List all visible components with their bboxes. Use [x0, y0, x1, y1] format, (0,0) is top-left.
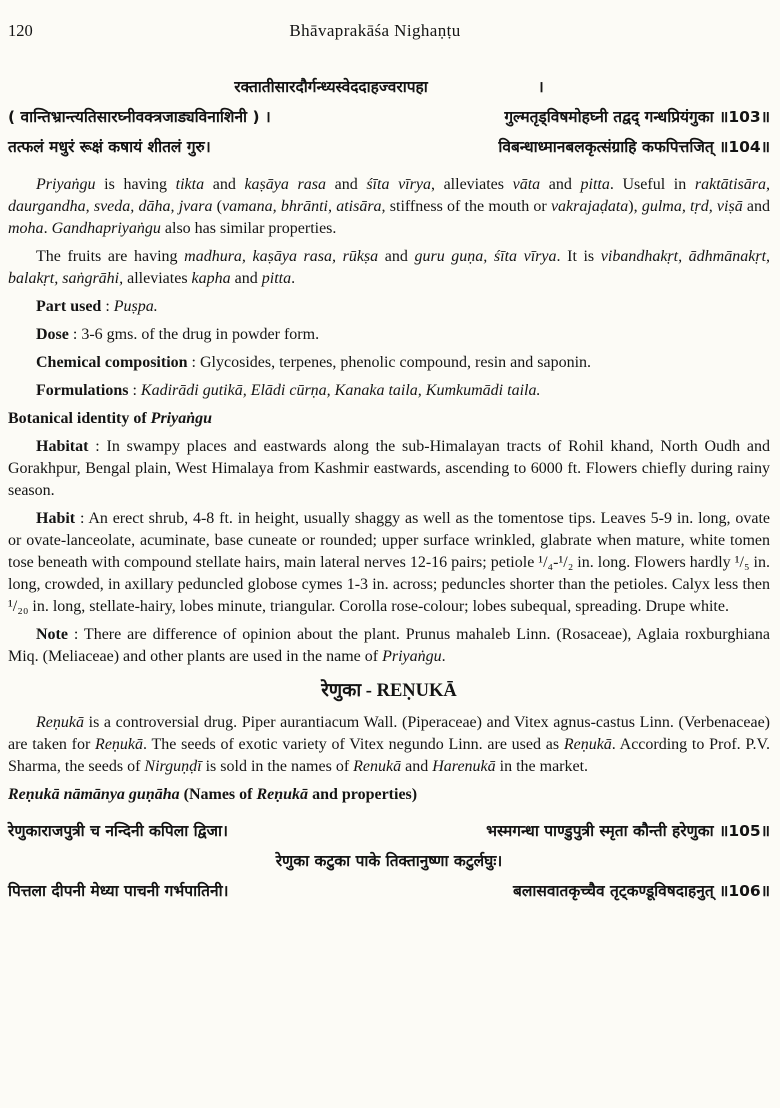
text-segment: : Glycosides, terpenes, phenolic compound, resin and saponin.	[187, 354, 592, 371]
text-segment: . The seeds of exotic variety of Vitex negundo Linn. are used as	[143, 736, 564, 753]
verse-text: बलासवातकृच्चैव तृट्कण्डूविषदाहनुत् ॥106॥	[513, 882, 770, 900]
text-segment: Renukā	[353, 758, 402, 775]
text-segment: Priyaṅgu	[382, 648, 442, 665]
paragraph-fruits	[8, 246, 770, 290]
text-segment: and	[230, 270, 262, 287]
text-segment: : In swampy places and eastwards along the sub-Himalayan tracts of Rohil khand, North Oudh and Gorakhpur, Bengal plain, West Himalaya from Kashmir eastwards, ascending to 6000 ft. Flowers chiefly during rainy season.	[8, 438, 770, 499]
verse-line-1	[8, 72, 770, 102]
text-segment: Reṇukā	[36, 714, 84, 731]
paragraph-habit	[8, 508, 770, 618]
line-dose	[8, 324, 770, 346]
text-segment: , alleviates	[430, 176, 513, 193]
heading-botanical-identity	[8, 408, 770, 430]
verse-text: रेणुकाराजपुत्री च नन्दिनी कपिला द्विजा।	[8, 822, 228, 840]
line-formulations	[8, 380, 770, 402]
text-segment: kapha	[191, 270, 231, 287]
verse-text: रक्तातीसारदौर्गन्ध्यस्वेददाहज्वरापहा	[234, 78, 428, 96]
text-segment: and	[378, 248, 415, 265]
text-segment: in the market.	[495, 758, 589, 775]
text-segment: . It is	[556, 248, 601, 265]
text-segment: Formulations	[36, 382, 129, 399]
text-segment: moha	[8, 220, 44, 237]
line-chemical-composition	[8, 352, 770, 374]
paragraph-priyangu-properties	[8, 174, 770, 240]
text-segment: (Names of	[179, 786, 257, 803]
text-segment: : An erect shrub, 4-8 ft. in height, usually shaggy as well as the tomentose tips. Leaves 5-9 in. long, ovate or ovate-lanceolate, acuminate, base cuneate or rounded; upper surface wrinkled, glabrate when mature, white tomen tose beneath with compound stellate hairs, main lateral nerves 12-16 pairs; petiole ¹/₄-¹/₂ in. long. Flowers hardly ¹/₅ in. long, crowded, in axillary peduncled globose cymes 1-3 in. across; peduncles shorter than the petioles. Calyx less then ¹/₂₀ in. long, stellate-hairy, lobes minute, triangular. Corolla rose-colour; lobes subequal, spreading. Drupe white.	[8, 510, 770, 615]
paragraph-habitat	[8, 436, 770, 502]
page-number: 120	[8, 21, 33, 40]
text-segment: Priyaṅgu	[36, 176, 96, 193]
text-segment: and properties)	[308, 786, 418, 803]
verse-text: गुल्मतृड्विषमोहघ्नी तद्वद् गन्धप्रियंगुका ॥103॥	[504, 108, 770, 126]
text-segment: . Useful in	[609, 176, 695, 193]
text-segment: śīta vīrya	[366, 176, 431, 193]
text-segment: vāta	[512, 176, 541, 193]
text-segment: Part used	[36, 298, 102, 315]
text-segment: vamana, bhrānti, atisāra,	[222, 198, 386, 215]
verse-line-2	[8, 102, 770, 132]
text-segment: Puṣpa.	[113, 298, 158, 315]
verse-text: रेणुका कटुका पाके तिक्तानुष्णा कटुर्लघुः।	[275, 852, 503, 870]
paragraph-renuka-intro	[8, 712, 770, 778]
verse-text: पित्तला दीपनी मेध्या पाचनी गर्भपातिनी।	[8, 882, 229, 900]
text-segment: Gandhapriyaṅgu	[51, 220, 161, 237]
text-segment: : There are difference of opinion about the plant. Prunus mahaleb Linn. (Rosaceae), Aglaia roxburghiana Miq. (Meliaceae) and other plants are used in the name of	[8, 626, 770, 665]
verse-text: भस्मगन्धा पाण्डुपुत्री स्मृता कौन्ती हरेणुका ॥105॥	[486, 822, 770, 840]
text-segment: pitta	[261, 270, 292, 287]
text-segment: stiffness of the mouth or	[385, 198, 551, 215]
text-segment: .	[441, 648, 446, 665]
text-segment: .	[43, 220, 52, 237]
text-segment: and	[742, 198, 771, 215]
text-segment: Chemical composition	[36, 354, 188, 371]
text-segment: Kadirādi gutikā, Elādi cūrṇa, Kanaka taila, Kumkumādi taila.	[140, 382, 541, 399]
text-segment: gulma, tṛd, viṣā	[641, 198, 743, 215]
text-segment: raktātisāra, daurgandha, sveda, dāha, jvara	[8, 176, 770, 215]
text-segment: Priyaṅgu	[150, 410, 213, 427]
page-header	[8, 20, 770, 42]
verse-line-3	[8, 132, 770, 162]
text-segment: Reṇukā nāmānya guṇāha	[8, 786, 180, 803]
text-segment: ),	[628, 198, 642, 215]
text-segment: kaṣāya rasa	[244, 176, 326, 193]
heading-renuka: रेणुका - REṆUKĀ	[321, 681, 457, 701]
text-segment: Habit	[36, 510, 76, 527]
text-segment: Harenukā	[432, 758, 496, 775]
text-segment: The fruits are having	[36, 248, 185, 265]
text-segment: madhura, kaṣāya rasa, rūkṣa	[184, 248, 379, 265]
text-segment: Reṇukā	[256, 786, 309, 803]
text-segment: tikta	[175, 176, 205, 193]
running-title: Bhāvaprakāśa Nighaṇṭu	[289, 21, 461, 40]
text-segment: is having	[95, 176, 176, 193]
verse-block-103-104	[8, 72, 770, 162]
text-segment: .	[291, 270, 296, 287]
text-segment: is a controversial drug. Piper aurantiacum Wall. (Piperaceae) and Vitex agnus-castus Linn. (Verbenaceae) are taken for	[8, 714, 770, 753]
verse-text: ( वान्तिभ्रान्त्यतिसारघ्नीवक्त्रजाड्यविनाशिनी ) ।	[8, 108, 271, 126]
text-segment: Botanical identity of	[8, 410, 151, 427]
heading-renuka-names	[8, 784, 770, 806]
text-segment: Note	[36, 626, 68, 643]
verse-line-middle	[8, 846, 770, 876]
text-segment: :	[101, 298, 114, 315]
danda-mark: ।	[537, 78, 544, 96]
text-segment: :	[128, 382, 141, 399]
text-segment: and	[540, 176, 581, 193]
text-segment: : 3-6 gms. of the drug in powder form.	[68, 326, 320, 343]
text-segment: Reṇukā	[95, 736, 144, 753]
paragraph-note	[8, 624, 770, 668]
text-segment: (	[212, 198, 223, 215]
text-segment: Nirguṇḍī	[144, 758, 202, 775]
text-segment: and	[401, 758, 433, 775]
text-segment: Habitat	[36, 438, 89, 455]
line-part-used	[8, 296, 770, 318]
text-segment: is sold in the names of	[201, 758, 354, 775]
text-segment: alleviates	[123, 270, 192, 287]
text-segment: Dose	[36, 326, 69, 343]
verse-text: तत्फलं मधुरं रूक्षं कषायं शीतलं गुरु।	[8, 138, 211, 156]
text-segment: Reṇukā	[563, 736, 612, 753]
verse-block-105-106	[8, 816, 770, 906]
text-segment: and	[204, 176, 245, 193]
text-segment: vakrajaḍata	[550, 198, 629, 215]
text-segment: pitta	[580, 176, 610, 193]
text-segment: . According to Prof. P.V. Sharma, the seeds of	[8, 736, 771, 775]
verse-line-106	[8, 876, 770, 906]
verse-line-105	[8, 816, 770, 846]
text-segment: guru guṇa, śīta vīrya	[414, 248, 557, 265]
text-segment: and	[325, 176, 367, 193]
text-segment: vibandhakṛt, ādhmānakṛt, balakṛt, saṅgrāhi,	[8, 248, 771, 287]
verse-text: विबन्धाध्मानबलकृत्संग्राहि कफपित्तजित् ॥104॥	[498, 138, 770, 156]
text-segment: also has similar properties.	[160, 220, 337, 237]
